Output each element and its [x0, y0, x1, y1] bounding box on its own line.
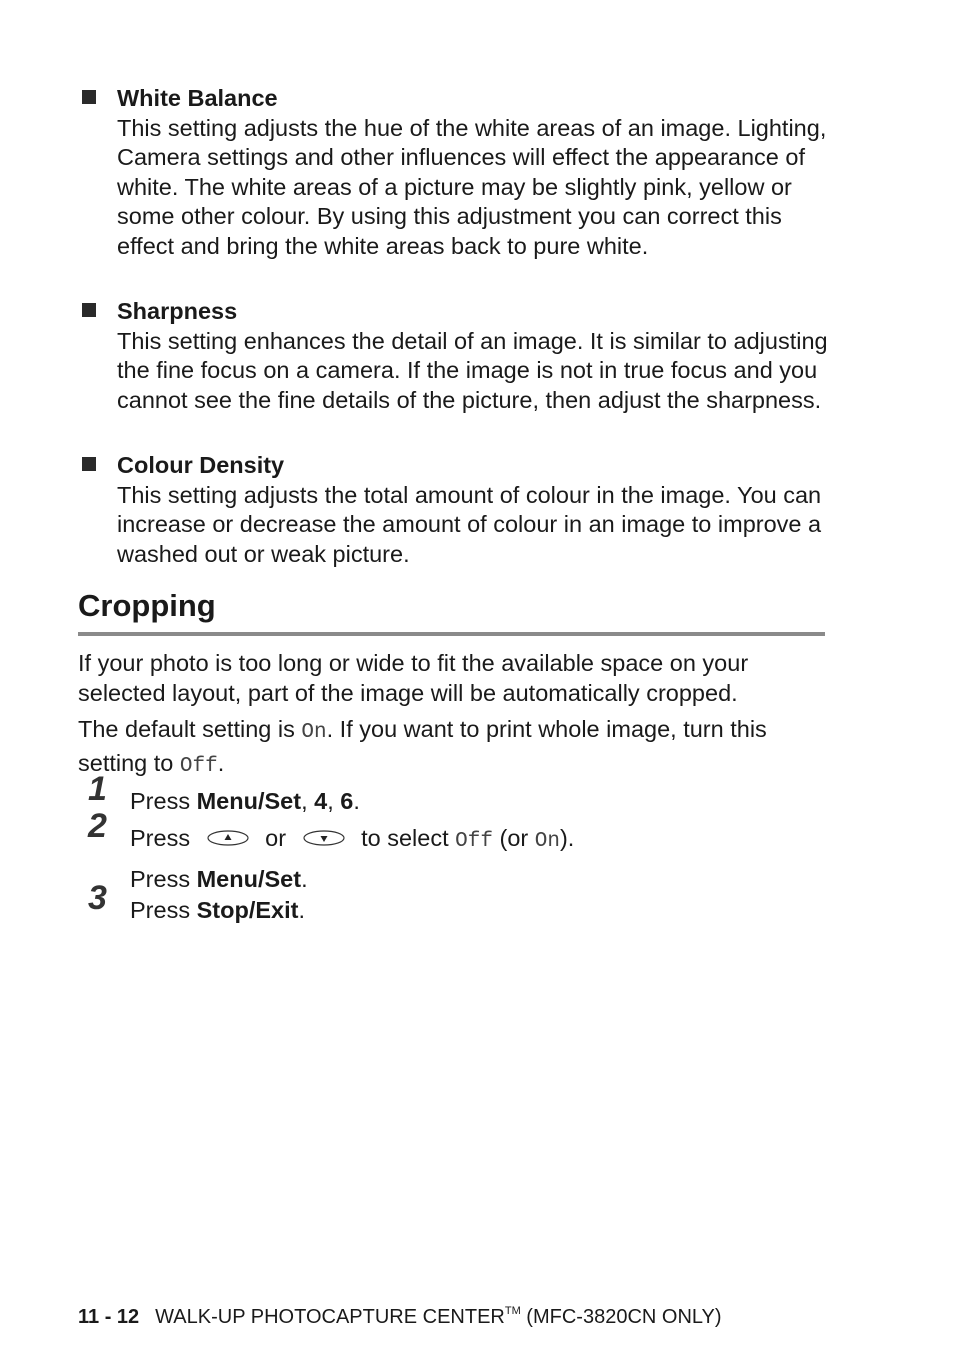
- period: .: [353, 788, 360, 814]
- default-setting-paragraph: [78, 714, 828, 782]
- step-text: Press: [130, 788, 197, 814]
- down-arrow-key-icon: [303, 830, 345, 846]
- step-text: (or: [492, 825, 535, 851]
- step-number: 3: [88, 879, 107, 917]
- step-text: Press: [130, 866, 197, 892]
- key-6: 6: [340, 788, 354, 814]
- para-text: . If you want to print whole image, turn this setting to: [78, 716, 767, 776]
- page-footer: [78, 1298, 722, 1330]
- step-number: 2: [88, 807, 107, 845]
- step-1: [88, 770, 828, 816]
- square-bullet-icon: [82, 90, 96, 104]
- bullet-colour-density: [78, 451, 838, 569]
- separator: ,: [301, 788, 315, 814]
- up-arrow-key-icon: [207, 830, 249, 846]
- period: .: [298, 897, 305, 923]
- step-text: Press: [130, 825, 191, 851]
- bullet-title: Colour Density: [117, 452, 285, 478]
- step-text: Press: [130, 897, 197, 923]
- separator: ,: [327, 788, 341, 814]
- section-heading-cropping: Cropping: [78, 586, 825, 636]
- footer-title: WALK-UP PHOTOCAPTURE CENTER: [155, 1306, 505, 1328]
- bullet-title: White Balance: [117, 85, 278, 111]
- step-text: or: [265, 825, 287, 851]
- step-text: to select: [361, 825, 456, 851]
- period: .: [301, 866, 308, 892]
- step-text: ).: [559, 825, 575, 851]
- bullet-sharpness: [78, 297, 838, 415]
- footer-suffix: (MFC-3820CN ONLY): [520, 1306, 722, 1328]
- bullet-description: This setting adjusts the hue of the white areas of an image. Lighting, Camera settings and other influences will effect the appearance of white. The white areas of a picture may be slightly pink, yellow or some other colour. By using this adjustment you can correct this effect and bring the white areas back to pure white.: [117, 114, 827, 259]
- key-stop-exit: Stop/Exit: [196, 897, 299, 923]
- key-4: 4: [314, 788, 328, 814]
- square-bullet-icon: [82, 303, 96, 317]
- bullet-description: This setting enhances the detail of an image. It is similar to adjusting the fine focus on a camera. If the image is not in true focus and you cannot see the fine details of the picture, then adjust the sharpness.: [117, 327, 828, 413]
- cropping-description: If your photo is too long or wide to fit the available space on your selected layout, part of the image will be automatically cropped.: [78, 650, 749, 706]
- lcd-value-on: On: [301, 721, 327, 744]
- lcd-value-off: Off: [179, 755, 218, 778]
- bullet-title: Sharpness: [117, 298, 238, 324]
- square-bullet-icon: [82, 457, 96, 471]
- key-menu-set: Menu/Set: [196, 866, 302, 892]
- bullet-description: This setting adjusts the total amount of colour in the image. You can increase or decrease the amount of colour in an image to improve a washed out or weak picture.: [117, 481, 822, 567]
- step-number: 1: [88, 770, 107, 808]
- lcd-value-on: On: [534, 830, 560, 853]
- para-text: The default setting is: [78, 716, 302, 742]
- key-menu-set: Menu/Set: [196, 788, 302, 814]
- page-number: 11 - 12: [78, 1306, 140, 1328]
- para-text: .: [217, 750, 225, 776]
- lcd-value-off: Off: [455, 830, 493, 853]
- trademark: TM: [504, 1305, 521, 1317]
- step-2: [88, 807, 828, 894]
- bullet-white-balance: [78, 84, 838, 262]
